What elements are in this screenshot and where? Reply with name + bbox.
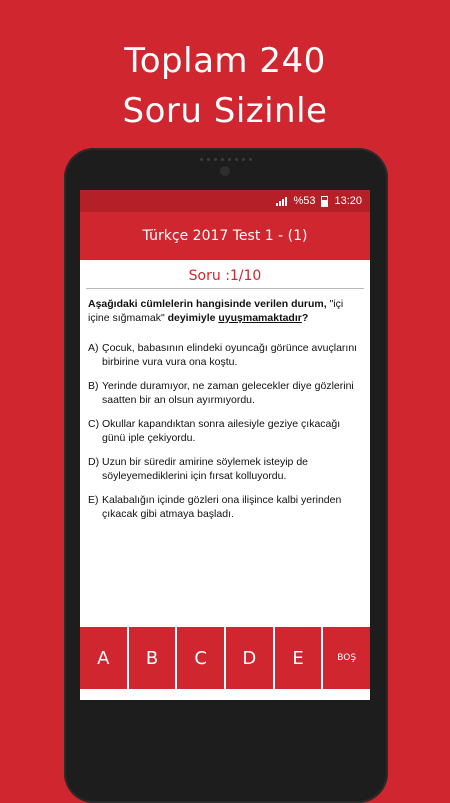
- option-key: C): [88, 418, 100, 430]
- option-key: B): [88, 380, 99, 392]
- question-text: [80, 289, 370, 331]
- promo-line-1: Toplam 240: [124, 41, 326, 81]
- question-quote: "içi içine sığmamak": [88, 298, 344, 324]
- answer-d-button[interactable]: D: [226, 627, 273, 689]
- option-b: [88, 379, 364, 407]
- question-number: Soru :1/10: [86, 264, 364, 289]
- answer-blank-button[interactable]: BOŞ: [323, 627, 370, 689]
- option-key: E): [88, 494, 99, 506]
- option-text: Çocuk, babasının elindeki oyuncağı görünce avuçlarını birbirine vura vura ona koştu.: [102, 342, 358, 368]
- option-key: D): [88, 456, 100, 468]
- option-a: [88, 341, 364, 369]
- option-e: [88, 493, 364, 521]
- answer-a-button[interactable]: A: [80, 627, 127, 689]
- option-c: [88, 417, 364, 445]
- promo-banner: [0, 36, 450, 136]
- question-text-part1: Aşağıdaki cümlelerin hangisinde verilen durum,: [88, 298, 327, 310]
- clock: 13:20: [334, 195, 362, 207]
- option-text: Uzun bir süredir amirine söylemek isteyip de söyleyemediklerini için fırsat kolluyordu.: [102, 456, 308, 482]
- promo-line-2: Soru Sizinle: [122, 91, 328, 131]
- question-end: ?: [301, 312, 309, 324]
- page-title: Türkçe 2017 Test 1 - (1): [142, 228, 308, 244]
- signal-icon: [276, 197, 287, 206]
- options-list: [80, 341, 370, 521]
- question-text-part2: deyimiyle: [167, 312, 219, 324]
- option-text: Yerinde duramıyor, ne zaman gelecekler diye gözlerini saatten bir an olsun ayırmıyordu.: [102, 380, 354, 406]
- phone-camera: [220, 166, 230, 176]
- option-text: Okullar kapandıktan sonra ailesiyle geziye çıkacağı günü iple çekiyordu.: [102, 418, 341, 444]
- answer-bar: [80, 627, 370, 689]
- option-key: A): [88, 342, 99, 354]
- phone-speaker: [196, 158, 256, 166]
- app-screen: [80, 190, 370, 700]
- battery-icon: [321, 196, 328, 207]
- answer-e-button[interactable]: E: [275, 627, 322, 689]
- status-bar: [80, 190, 370, 212]
- question-underlined: uyuşmamaktadır: [218, 312, 302, 324]
- answer-c-button[interactable]: C: [177, 627, 224, 689]
- answer-b-button[interactable]: B: [129, 627, 176, 689]
- app-toolbar: [80, 212, 370, 260]
- battery-text: %53: [293, 195, 316, 207]
- option-text: Kalabalığın içinde gözleri ona ilişince kalbi yerinden çıkacak gibi atmaya başladı.: [102, 494, 342, 520]
- option-d: [88, 455, 364, 483]
